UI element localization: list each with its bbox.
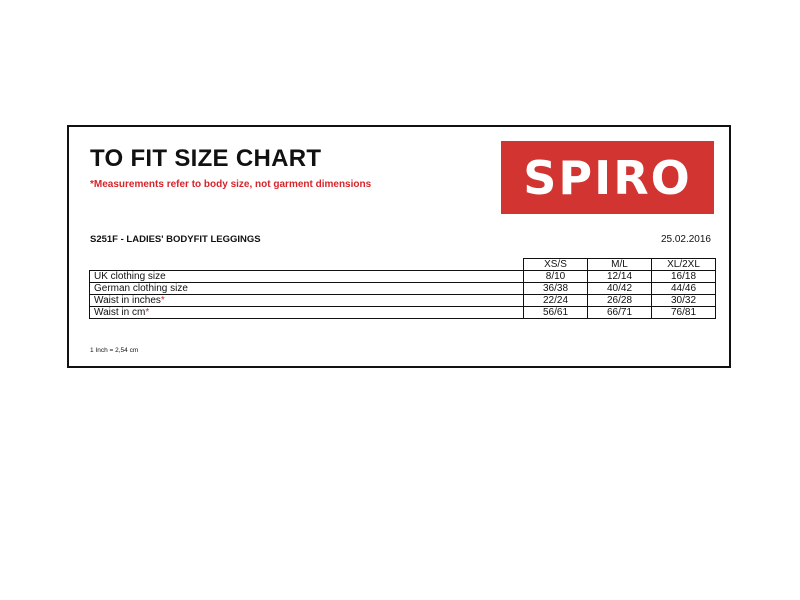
conversion-footnote: 1 Inch = 2,54 cm <box>90 347 139 354</box>
table-cell: 8/10 <box>524 271 588 283</box>
chart-date: 25.02.2016 <box>660 234 711 245</box>
size-table <box>89 258 716 319</box>
table-header-row <box>90 259 716 271</box>
row-label <box>90 295 524 307</box>
table-cell: 40/42 <box>588 283 652 295</box>
table-cell: 16/18 <box>652 271 716 283</box>
logo-text: SPIRO <box>523 150 692 205</box>
table-row <box>90 307 716 319</box>
table-row <box>90 271 716 283</box>
column-header: XS/S <box>524 259 588 271</box>
row-label <box>90 271 524 283</box>
column-header: M/L <box>588 259 652 271</box>
table-cell: 22/24 <box>524 295 588 307</box>
row-label <box>90 307 524 319</box>
spiro-logo <box>501 141 714 214</box>
row-label-text: Waist in cm <box>94 307 146 318</box>
measurement-note: *Measurements refer to body size, not garment dimensions <box>90 179 372 190</box>
table-cell: 44/46 <box>652 283 716 295</box>
table-row <box>90 283 716 295</box>
table-cell: 12/14 <box>588 271 652 283</box>
table-cell: 66/71 <box>588 307 652 319</box>
size-chart-panel <box>67 125 731 368</box>
row-label-text: German clothing size <box>94 283 188 294</box>
row-label-text: UK clothing size <box>94 271 166 282</box>
table-cell: 76/81 <box>652 307 716 319</box>
table-cell: 36/38 <box>524 283 588 295</box>
row-label-star: * <box>160 295 165 306</box>
row-label-text: Waist in inches <box>94 295 161 306</box>
table-cell: 30/32 <box>652 295 716 307</box>
page-title: TO FIT SIZE CHART <box>90 145 322 172</box>
table-cell: 56/61 <box>524 307 588 319</box>
row-label <box>90 283 524 295</box>
column-header: XL/2XL <box>652 259 716 271</box>
row-label-star: * <box>145 307 150 318</box>
product-name: S251F - LADIES' BODYFIT LEGGINGS <box>90 234 261 245</box>
table-cell: 26/28 <box>588 295 652 307</box>
table-corner-cell <box>90 259 524 271</box>
table-row <box>90 295 716 307</box>
